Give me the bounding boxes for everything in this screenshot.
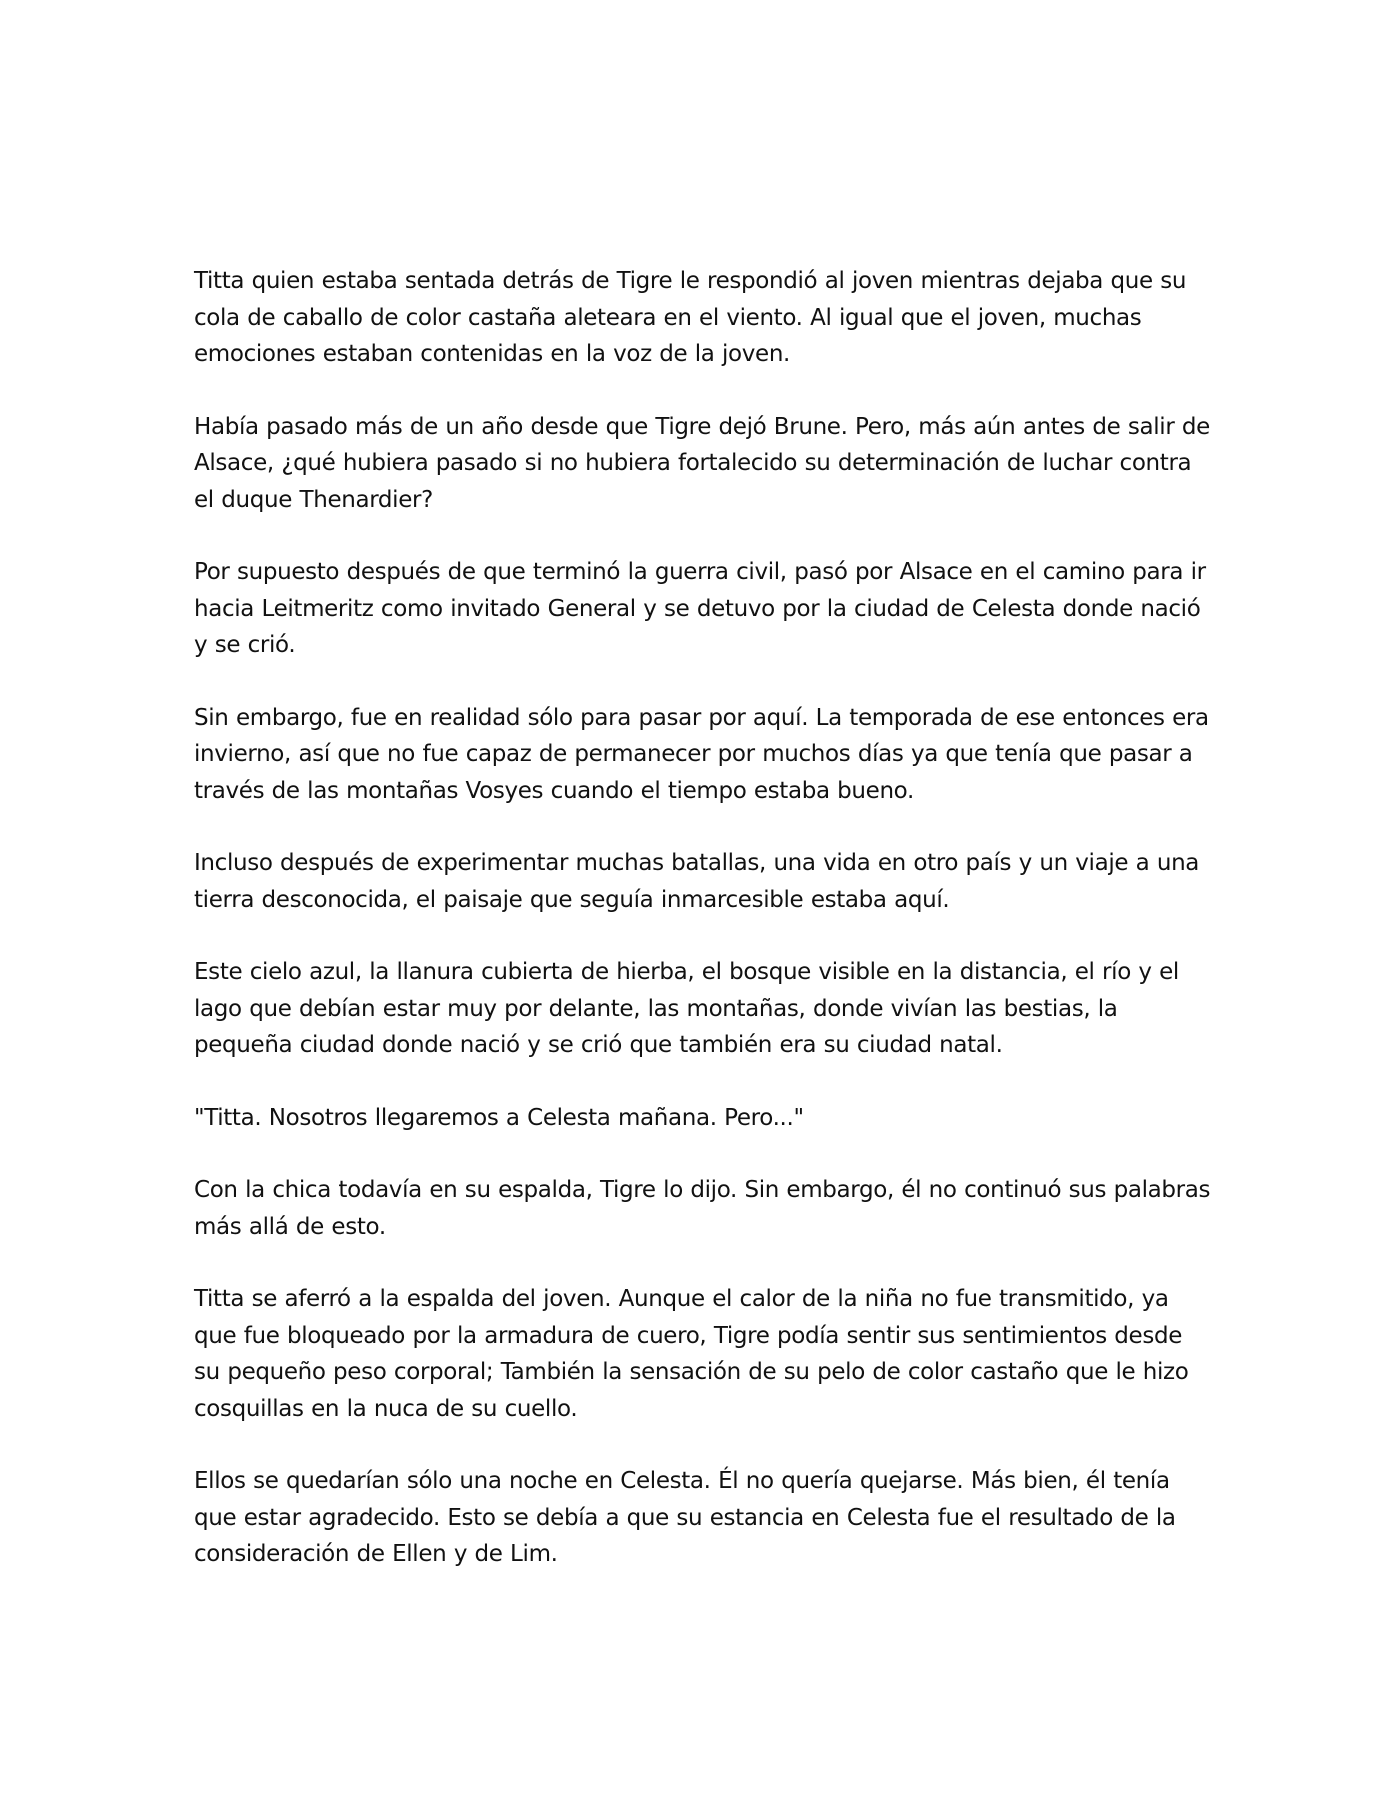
document-body bbox=[194, 263, 1214, 1573]
paragraph-10: Ellos se quedarían sólo una noche en Celesta. Él no quería quejarse. Más bien, él tenía que estar agradecido. Esto se debía a que su estancia en Celesta fue el resultado de la consideración de Ellen y de Lim. bbox=[194, 1468, 1176, 1567]
paragraph-5: Incluso después de experimentar muchas batallas, una vida en otro país y un viaje a una tierra desconocida, el paisaje que seguía inmarcesible estaba aquí. bbox=[194, 850, 1200, 913]
paragraph-2: Había pasado más de un año desde que Tigre dejó Brune. Pero, más aún antes de salir de Alsace, ¿qué hubiera pasado si no hubiera fortalecido su determinación de luchar contra el duque Thenardier? bbox=[194, 413, 1210, 513]
paragraph-9: Titta se aferró a la espalda del joven. Aunque el calor de la niña no fue transmitido, ya que fue bloqueado por la armadura de cuero, Tigre podía sentir sus sentimientos desde su pequeño peso corporal; También la sensación de su pelo de color castaño que le hizo cosquillas en la nuca de su cuello. bbox=[194, 1286, 1189, 1422]
paragraph-1: Titta quien estaba sentada detrás de Tigre le respondió al joven mientras dejaba que su cola de caballo de color castaña aleteara en el viento. Al igual que el joven, muchas emociones estaban contenidas en la voz de la joven. bbox=[194, 268, 1187, 367]
paragraph-3: Por supuesto después de que terminó la guerra civil, pasó por Alsace en el camino para ir hacia Leitmeritz como invitado General y se detuvo por la ciudad de Celesta donde nació y se crió. bbox=[194, 559, 1206, 658]
paragraph-8: Con la chica todavía en su espalda, Tigre lo dijo. Sin embargo, él no continuó sus palabras más allá de esto. bbox=[194, 1177, 1211, 1240]
paragraph-7: "Titta. Nosotros llegaremos a Celesta mañana. Pero..." bbox=[194, 1104, 804, 1131]
paragraph-4: Sin embargo, fue en realidad sólo para pasar por aquí. La temporada de ese entonces era invierno, así que no fue capaz de permanecer por muchos días ya que tenía que pasar a través de las montañas Vosyes cuando el tiempo estaba bueno. bbox=[194, 704, 1209, 804]
paragraph-6: Este cielo azul, la llanura cubierta de hierba, el bosque visible en la distancia, el río y el lago que debían estar muy por delante, las montañas, donde vivían las bestias, la pequeña ciudad donde nació y se crió que también era su ciudad natal. bbox=[194, 959, 1179, 1058]
